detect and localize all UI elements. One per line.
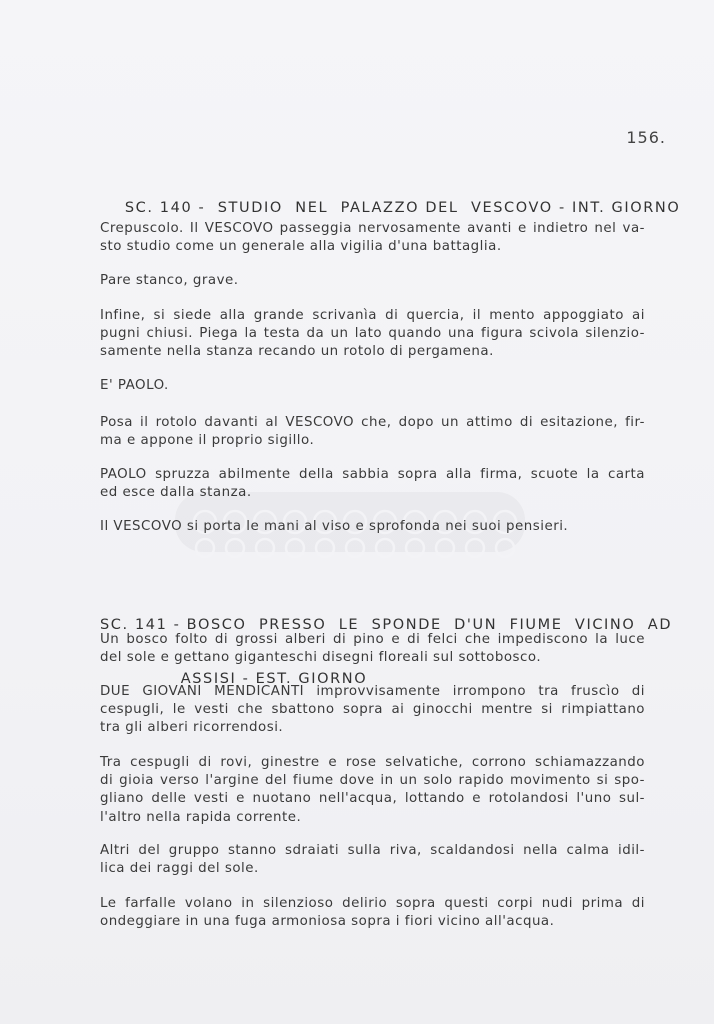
text-line: Infine, si siede alla grande scrivanìa di quercia, il mento appoggiato ai	[100, 308, 645, 323]
paragraph	[100, 895, 645, 931]
text-line: E' PAOLO.	[100, 378, 169, 393]
text-line: Posa il rotolo davanti al VESCOVO che, dopo un attimo di esitazione, fir-	[100, 415, 645, 430]
paragraph	[100, 683, 645, 738]
text-line: ondeggiare in una fuga armoniosa sopra i fiori vicino all'acqua.	[100, 914, 555, 930]
text-line: PAOLO spruzza abilmente della sabbia sopra alla firma, scuote la carta	[100, 467, 645, 482]
paragraph	[100, 220, 645, 256]
paragraph	[100, 307, 645, 362]
page-number: 156.	[626, 128, 666, 147]
text-line: Tra cespugli di rovi, ginestre e rose selvatiche, corrono schiamazzando	[100, 755, 645, 770]
paragraph	[100, 518, 645, 536]
paragraph	[100, 414, 645, 450]
text-line: del sole e gettano giganteschi disegni floreali sul sottobosco.	[100, 650, 542, 666]
scene-heading-line: ASSISI - EST. GIORNO	[100, 671, 368, 687]
text-line: samente nella stanza recando un rotolo di pergamena.	[100, 344, 494, 360]
text-line: Pare stanco, grave.	[100, 273, 239, 288]
paragraph	[100, 272, 645, 290]
text-line: gliano delle vesti e nuotano nell'acqua, lottando e rotolandosi l'uno sul-	[100, 791, 645, 807]
text-line: Crepuscolo. Il VESCOVO passeggia nervosamente avanti e indietro nel va-	[100, 221, 645, 236]
text-line: Un bosco folto di grossi alberi di pino e di felci che impediscono la luce	[100, 632, 645, 647]
text-line: Le farfalle volano in silenzioso delirio sopra questi corpi nudi prima di	[100, 896, 645, 911]
scene-heading-line: SC. 140 - STUDIO NEL PALAZZO DEL VESCOVO - INT. GIORNO	[124, 200, 681, 216]
text-line: cespugli, le vesti che sbattono sopra ai ginocchi mentre si rimpiattano	[100, 702, 645, 718]
text-line: DUE GIOVANI MENDICANTI improvvisamente irrompono tra fruscìo di	[100, 684, 645, 699]
text-line: di gioia verso l'argine del fiume dove in un solo rapido movimento si spo-	[100, 773, 645, 789]
paragraph	[100, 377, 645, 395]
text-line: Altri del gruppo stanno sdraiati sulla riva, scaldandosi nella calma idil-	[100, 843, 645, 858]
text-line: Il VESCOVO si porta le mani al viso e sprofonda nei suoi pensieri.	[100, 519, 569, 534]
text-line: sto studio come un generale alla vigilia d'una battaglia.	[100, 239, 502, 255]
paragraph	[100, 754, 645, 827]
text-line: l'altro nella rapida corrente.	[100, 809, 302, 825]
scene-heading-line: SC. 141 - BOSCO PRESSO LE SPONDE D'UN FIUME VICINO AD	[100, 617, 673, 633]
paragraph	[100, 631, 645, 667]
text-line: lica dei raggi del sole.	[100, 861, 259, 877]
text-line: tra gli alberi ricorrendosi.	[100, 720, 284, 736]
text-line: ma e appone il proprio sigillo.	[100, 433, 315, 449]
paragraph	[100, 842, 645, 878]
text-line: ed esce dalla stanza.	[100, 485, 252, 501]
text-line: pugni chiusi. Piega la testa da un lato quando una figura scivola silenzio-	[100, 326, 645, 342]
paragraph	[100, 466, 645, 502]
